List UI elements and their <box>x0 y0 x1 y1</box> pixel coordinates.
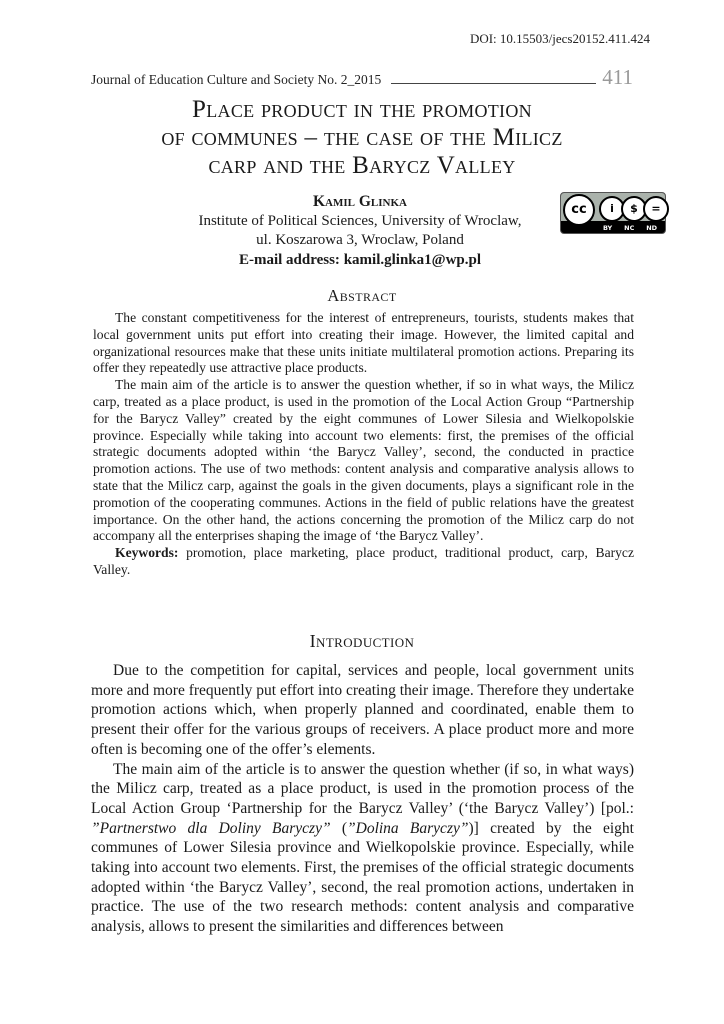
cc-label-nc: NC <box>624 224 635 232</box>
article-title <box>91 96 633 180</box>
cc-label-by: BY <box>602 224 613 232</box>
cc-label-nd: ND <box>646 224 658 232</box>
noncommercial-icon: $ <box>621 196 647 222</box>
title-line-1: Place product in the promotion <box>192 96 532 123</box>
journal-name: Journal of Education Culture and Society No. 2_2015 <box>91 72 382 87</box>
cc-labels <box>597 224 663 232</box>
title-line-3: carp and the Barycz Valley <box>208 152 516 179</box>
cc-license-badge <box>560 192 666 234</box>
author-block <box>150 192 570 270</box>
email-label: E-mail address: <box>238 251 344 268</box>
intro-p2-part-b: ( <box>330 819 347 837</box>
abstract-paragraph-1: The constant competitiveness for the interest of entrepreneurs, tourists, students makes that local government units put effort into creating their image. However, the limited capital and organizational resources make that these units initiate multilateral promotion actions. Preparing its offer they repeatedly use attractive place products. <box>93 310 634 376</box>
author-email-line <box>150 251 570 271</box>
attribution-icon: i <box>599 196 625 222</box>
abstract-heading: Abstract <box>327 286 397 305</box>
intro-p2-italic-2: ”Dolina Baryczy” <box>347 819 469 837</box>
introduction-heading: Introduction <box>309 631 415 651</box>
cc-icon: cc <box>563 194 595 226</box>
page-number: 411 <box>602 65 633 89</box>
abstract-body <box>93 310 634 579</box>
intro-paragraph-2 <box>91 760 634 937</box>
abstract-paragraph-2: The main aim of the article is to answer the question whether, if so in what ways, the Milicz carp, treated as a place product, is used in the promotion of the Local Action Group “Partnership for the Barycz Valley” created by the eight communes of Lower Silesia and Wielkopolskie province. Especially while taking into account two elements: first, the premises of the official strategic documents adopted within ‘the Barycz Valley’, second, the conducted in practice promotion actions. The use of two methods: content analysis and comparative analysis allows to state that the Milicz carp, against the goals in the given documents, plays a significant role in the promotion of the cooperating communes. Actions in the field of public relations have the greatest importance. On the other hand, the actions concerning the promotion of the Milicz carp do not accompany all the enterprises shaping the image of ‘the Barycz Valley’. <box>93 377 634 544</box>
intro-p2-italic-1: ”Partnerstwo dla Doliny Baryczy” <box>91 819 331 837</box>
introduction-body <box>91 661 634 937</box>
intro-p2-part-c: )] created by the eight communes of Lower Silesia province and Wielkopolskie province. Especially, while taking into account two elements. First, the premises of the official strategic documents adopted within ‘the Barycz Valley’, second, the real promotion actions, undertaken in practice. The use of the two research methods: content analysis and comparative analysis, allows to present the similarities and differences between <box>91 819 634 936</box>
author-affiliation-2: ul. Koszarowa 3, Wroclaw, Poland <box>256 232 464 248</box>
intro-paragraph-1: Due to the competition for capital, services and people, local government units more and more frequently put effort into creating their image. Therefore they undertake promotion actions which, when properly planned and coordinated, enable them to present their offer for the various groups of receivers. A place product more and more often is becoming one of the offer’s elements. <box>91 662 634 758</box>
doi-line: DOI: 10.15503/jecs20152.411.424 <box>469 31 650 46</box>
header-rule <box>391 83 596 84</box>
author-name: Kamil Glinka <box>313 193 407 210</box>
keywords-line <box>93 545 634 579</box>
intro-p2-part-a: The main aim of the article is to answer the question whether (if so, in what ways) the Milicz carp, treated as a place product, is used in the promotion process of the Local Action Group ‘Partnership for the Barycz Valley’ (‘the Barycz Valley’) [pol.: <box>91 760 634 817</box>
email-address[interactable]: kamil.glinka1@wp.pl <box>343 251 482 268</box>
keywords-label: Keywords: <box>115 545 179 561</box>
noderivatives-icon: = <box>643 196 669 222</box>
title-line-2: of communes – the case of the Milicz <box>161 124 563 151</box>
author-affiliation-1: Institute of Political Sciences, University of Wroclaw, <box>198 212 522 229</box>
keywords-text: promotion, place marketing, place product, traditional product, carp, Barycz Valley. <box>93 545 634 577</box>
running-header <box>91 66 633 88</box>
